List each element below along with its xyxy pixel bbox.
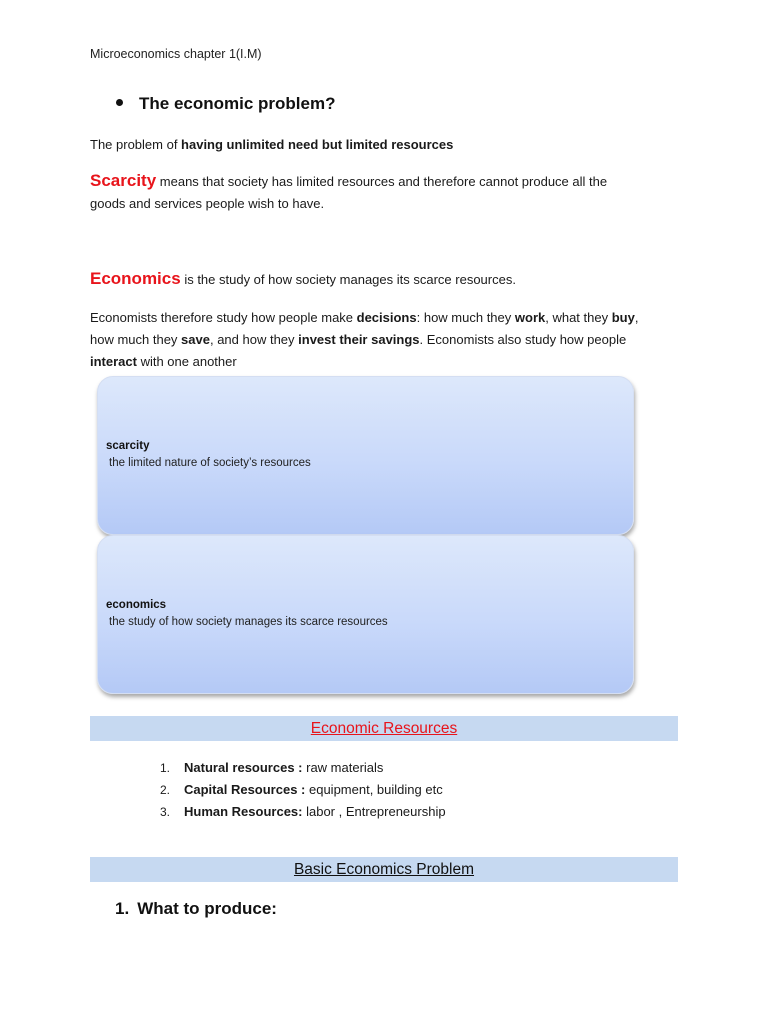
bullet-icon: [116, 99, 123, 106]
heading-text: The economic problem?: [139, 94, 336, 113]
scarcity-line1: means that society has limited resources and therefore cannot produce all the: [156, 174, 608, 189]
scarcity-line2: goods and services people wish to have.: [90, 196, 325, 211]
economics-term: Economics: [90, 269, 181, 288]
question-number: 1.: [115, 899, 130, 918]
study-text: ,: [634, 310, 639, 325]
list-value: equipment, building etc: [305, 782, 443, 797]
study-text: , and how they: [209, 332, 299, 347]
resources-list: [160, 757, 446, 823]
list-item: [160, 801, 446, 823]
economics-paragraph: [90, 268, 690, 291]
study-text: , what they: [545, 310, 612, 325]
document-header: Microeconomics chapter 1(I.M): [90, 47, 262, 61]
list-number: 1.: [160, 761, 171, 775]
study-bold: interact: [90, 354, 137, 369]
list-value: labor , Entrepreneurship: [302, 804, 446, 819]
list-number: 2.: [160, 783, 171, 797]
scarcity-term: Scarcity: [90, 171, 157, 190]
economic-resources-title: Economic Resources: [310, 720, 458, 737]
study-text: with one another: [136, 354, 237, 369]
study-text: how much they: [90, 332, 182, 347]
list-label: Capital Resources :: [184, 782, 306, 797]
definition-text: the study of how society manages its scarce resources: [109, 616, 388, 628]
study-bold: save: [181, 332, 210, 347]
list-label: Natural resources :: [184, 760, 303, 775]
definition-term: scarcity: [106, 440, 150, 452]
basic-problem-title: Basic Economics Problem: [293, 861, 475, 878]
question-item: [115, 899, 277, 919]
study-bold: invest their savings: [298, 332, 420, 347]
list-label: Human Resources:: [184, 804, 303, 819]
basic-problem-heading: [90, 857, 678, 882]
scarcity-paragraph: [90, 170, 690, 215]
problem-prefix: The problem of: [90, 137, 182, 152]
definition-box-scarcity: [97, 376, 634, 535]
study-text: : how much they: [416, 310, 515, 325]
study-text: Economists therefore study how people make: [90, 310, 357, 325]
study-bold: decisions: [356, 310, 417, 325]
list-number: 3.: [160, 805, 171, 819]
list-item: [160, 757, 446, 779]
definition-box-economics: [97, 535, 634, 694]
study-bold: work: [514, 310, 546, 325]
problem-bold: having unlimited need but limited resources: [181, 137, 454, 152]
definition-text: the limited nature of society’s resources: [109, 457, 311, 469]
definition-term: economics: [106, 599, 167, 611]
section-heading: [116, 94, 335, 114]
list-item: [160, 779, 446, 801]
problem-paragraph: [90, 134, 690, 156]
economic-resources-heading: [90, 716, 678, 741]
economics-rest: is the study of how society manages its scarce resources.: [180, 272, 516, 287]
study-text: . Economists also study how people: [419, 332, 627, 347]
question-text: What to produce:: [137, 899, 277, 918]
study-bold: buy: [611, 310, 635, 325]
list-value: raw materials: [302, 760, 384, 775]
study-paragraph: [90, 307, 690, 373]
